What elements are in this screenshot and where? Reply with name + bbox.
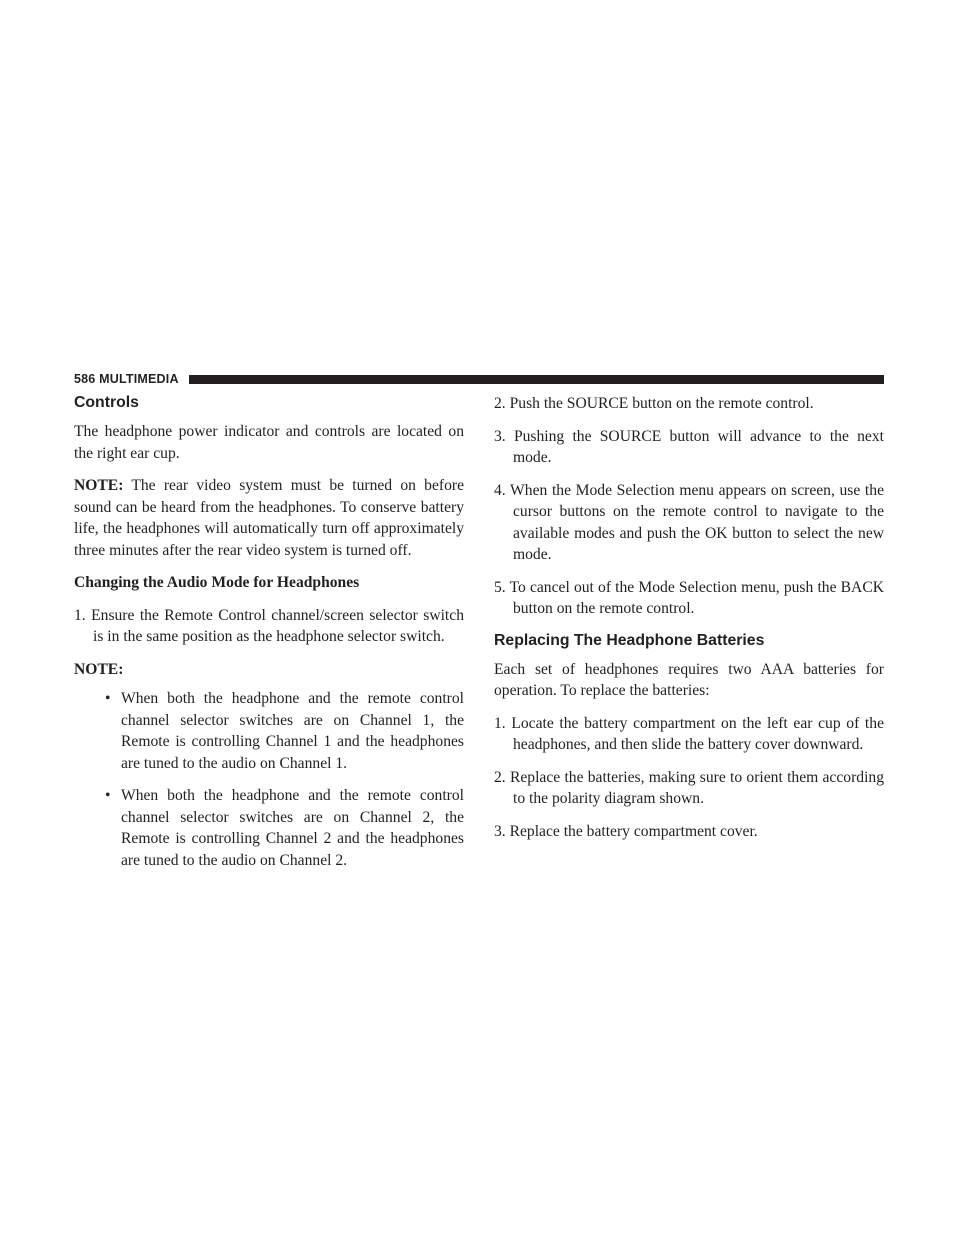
page-header — [74, 371, 884, 387]
bullet-glyph: • — [105, 690, 111, 707]
battery-step-3: 3. Replace the battery compartment cover. — [494, 822, 758, 840]
step-3: 3. Pushing the SOURCE button will advance to the next mode. — [494, 427, 884, 466]
bullet-item — [74, 785, 464, 871]
left-column — [74, 393, 464, 882]
note-text: The rear video system must be turned on before sound can be heard from the headphones. To conserve battery life, the headphones will automatically turn off approximately three minutes after the rear video system is turned off. — [74, 477, 464, 559]
header-rule — [189, 375, 884, 384]
right-column — [494, 393, 884, 853]
section-title: MULTIMEDIA — [99, 372, 179, 386]
step-2: 2. Push the SOURCE button on the remote control. — [494, 395, 814, 412]
step-5: 5. To cancel out of the Mode Selection menu, push the BACK button on the remote control. — [494, 578, 884, 617]
controls-heading: Controls — [74, 394, 139, 411]
bullet-glyph: • — [105, 787, 111, 804]
bullet-text: When both the headphone and the remote control channel selector switches are on Channel 2, the Remote is controlling Channel 2 and the headphones are tuned to the audio on Channel 2. — [121, 787, 464, 869]
batteries-heading: Replacing The Headphone Batteries — [494, 631, 765, 649]
bullet-text: When both the headphone and the remote control channel selector switches are on Channel 1, the Remote is controlling Channel 1 and the headphones are tuned to the audio on Channel 1. — [121, 690, 464, 772]
note-label: NOTE: — [74, 477, 124, 494]
batteries-intro: Each set of headphones requires two AAA batteries for operation. To replace the batteries: — [494, 660, 884, 699]
battery-step-1: 1. Locate the battery compartment on the left ear cup of the headphones, and then slide the battery cover downward. — [494, 714, 884, 753]
step-1: 1. Ensure the Remote Control channel/screen selector switch is in the same position as the headphone selector switch. — [74, 606, 464, 645]
controls-intro: The headphone power indicator and controls are located on the right ear cup. — [74, 423, 464, 462]
audio-mode-subheading: Changing the Audio Mode for Headphones — [74, 574, 360, 591]
note-paragraph — [74, 475, 464, 561]
note-label-2: NOTE: — [74, 660, 124, 678]
battery-step-2: 2. Replace the batteries, making sure to orient them according to the polarity diagram shown. — [494, 768, 884, 807]
step-4: 4. When the Mode Selection menu appears on screen, use the cursor buttons on the remote control to navigate to the available modes and push the OK button to select the new mode. — [494, 481, 884, 563]
page-number: 586 — [74, 372, 96, 386]
bullet-item — [74, 688, 464, 774]
page-number-section — [74, 372, 179, 386]
